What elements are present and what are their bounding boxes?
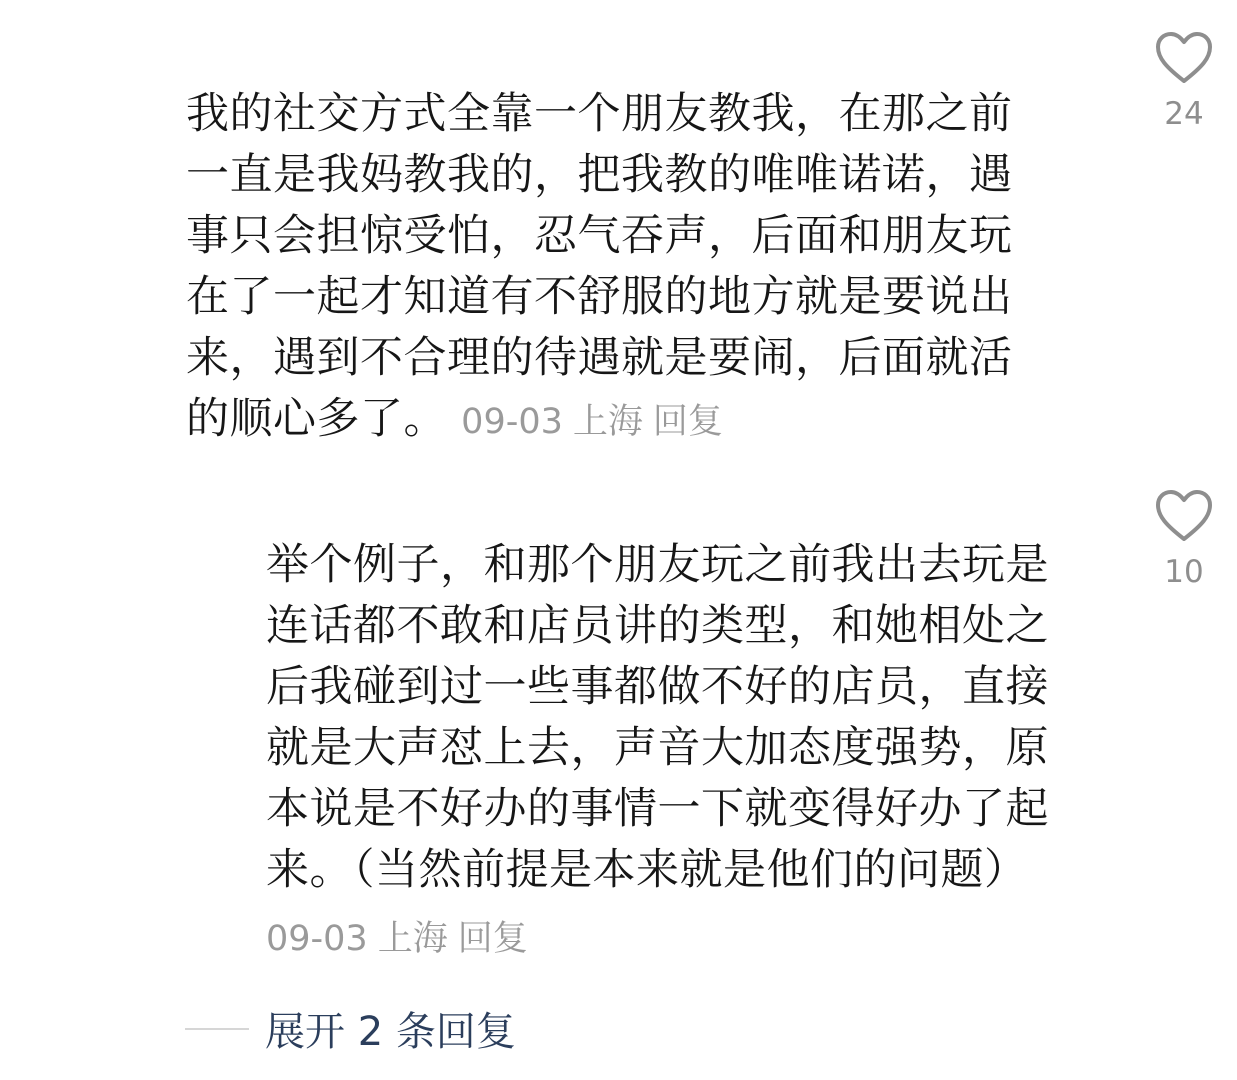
reply-line: 就是大声怼上去，声音大加态度强势，原 [266,723,1049,773]
reply-date: 09-03 [266,919,368,959]
comment-line: 事只会担惊受怕，忍气吞声，后面和朋友玩 [186,211,1013,261]
comment-line: 我的社交方式全靠一个朋友教我，在那之前 [186,89,1013,139]
comment-reply-button[interactable]: 回复 [652,402,723,442]
comment-line: 一直是我妈教我的，把我教的唯唯诺诺，遇 [186,150,1013,200]
reply-reply-button[interactable]: 回复 [457,919,528,959]
comment-line: 的顺心多了。 [186,394,447,444]
reply-line: 连话都不敢和店员讲的类型，和她相处之 [266,601,1049,651]
reply-like-button[interactable] [1152,488,1216,590]
comment-line: 在了一起才知道有不舒服的地方就是要说出 [186,272,1013,322]
heart-icon [1154,488,1214,544]
reply-line: 本说是不好办的事情一下就变得好办了起 [266,784,1049,834]
reply-location: 上海 [377,919,448,959]
reply-text [266,535,1049,970]
comment-like-count: 24 [1164,96,1204,132]
comment-text [186,84,1013,453]
reply-line: 后我碰到过一些事都做不好的店员，直接 [266,662,1049,712]
comment-last-line [186,389,1013,453]
expand-replies-label: 展开 2 条回复 [265,1009,516,1055]
expand-replies-button[interactable] [185,1000,516,1057]
reply-like-count: 10 [1164,554,1204,590]
divider [185,1028,249,1030]
comment-like-button[interactable] [1152,30,1216,132]
comment-line: 来，遇到不合理的待遇就是要闹，后面就活 [186,333,1013,383]
comment-date: 09-03 [461,402,563,442]
reply-line: 举个例子，和那个朋友玩之前我出去玩是 [266,540,1049,590]
reply-line: 来。（当然前提是本来就是他们的问题） [266,845,1028,895]
comment-meta [461,402,733,442]
reply-meta [266,909,1049,970]
heart-icon [1154,30,1214,86]
comment-location: 上海 [572,402,643,442]
